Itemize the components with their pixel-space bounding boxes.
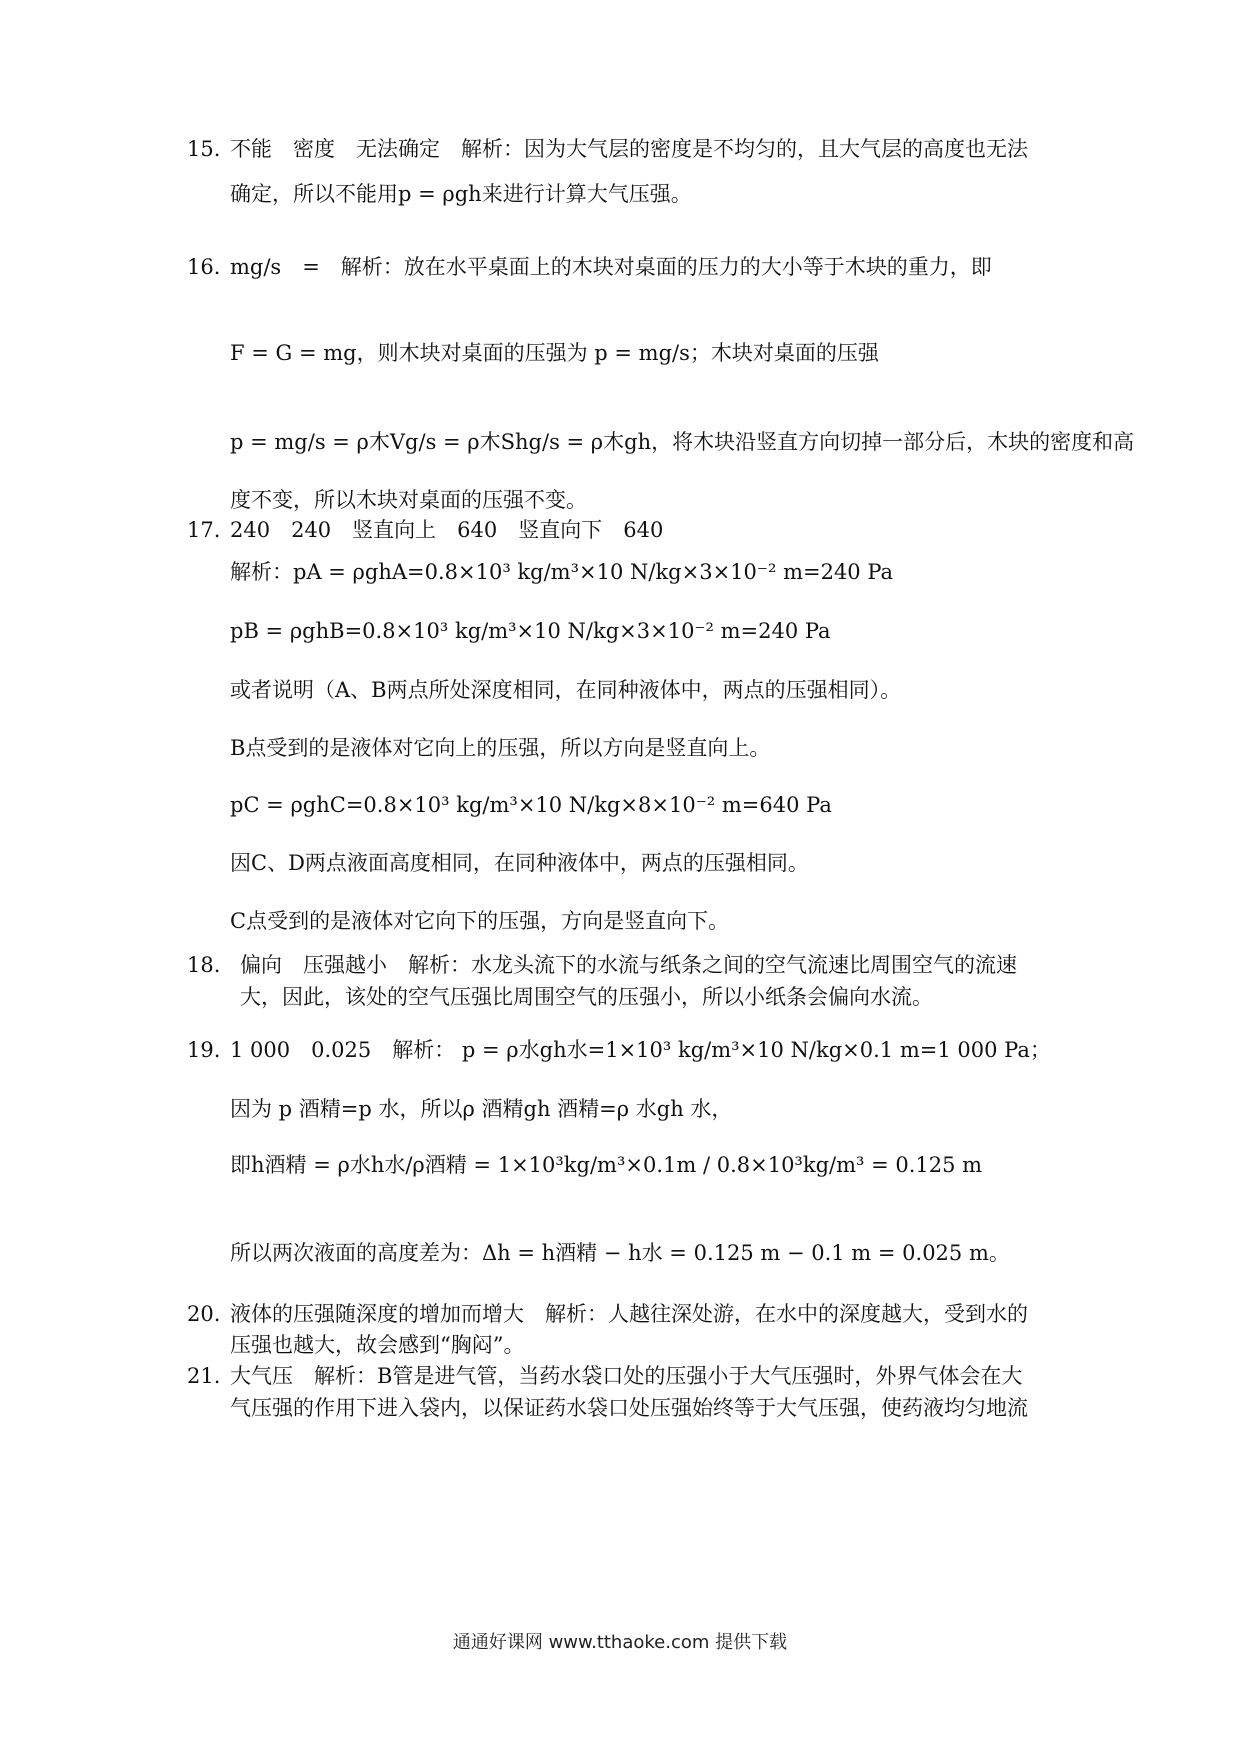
answer-line: 偏向 压强越小 解析：水龙头流下的水流与纸条之间的空气流速比周围空气的流速 — [240, 953, 1017, 977]
item-number: 16. — [187, 255, 221, 279]
answer-line: p = mg/s = ρ木Vg/s = ρ木Shg/s = ρ木gh，将木块沿竖直方向切掉一部分后，木块的密度和高 — [230, 430, 1135, 454]
answer-line: B点受到的是液体对它向上的压强，所以方向是竖直向上。 — [230, 736, 771, 760]
answer-line: 度不变，所以木块对桌面的压强不变。 — [230, 488, 587, 512]
answer-line: 液体的压强随深度的增加而增大 解析：人越往深处游，在水中的深度越大，受到水的 — [230, 1302, 1028, 1326]
item-number: 19. — [187, 1038, 221, 1062]
answer-line: 确定，所以不能用p = ρgh来进行计算大气压强。 — [230, 182, 692, 206]
item-number: 21. — [187, 1364, 221, 1388]
item-number: 17. — [187, 518, 221, 542]
item-number: 15. — [187, 137, 221, 161]
item-number: 18. — [187, 953, 221, 977]
answer-line: 因C、D两点液面高度相同，在同种液体中，两点的压强相同。 — [230, 851, 809, 875]
answer-line: mg/s = 解析：放在水平桌面上的木块对桌面的压力的大小等于木块的重力，即 — [230, 255, 992, 279]
answer-line: 即h酒精 = ρ水h水/ρ酒精 = 1×10³kg/m³×0.1m / 0.8×10³kg/m³ = 0.125 m — [230, 1153, 983, 1177]
answer-line: F = G = mg，则木块对桌面的压强为 p = mg/s；木块对桌面的压强 — [230, 341, 879, 365]
answer-line: pB = ρghB=0.8×10³ kg/m³×10 N/kg×3×10⁻² m=240 Pa — [230, 619, 831, 643]
answer-line: 压强也越大，故会感到“胸闷”。 — [230, 1333, 525, 1357]
answer-line: 大气压 解析：B管是进气管，当药水袋口处的压强小于大气压强时，外界气体会在大 — [230, 1364, 1023, 1388]
answer-line: 大，因此，该处的空气压强比周围空气的压强小，所以小纸条会偏向水流。 — [240, 985, 933, 1009]
answer-line: 解析：pA = ρghA=0.8×10³ kg/m³×10 N/kg×3×10⁻² m=240 Pa — [230, 560, 894, 584]
answer-line: 240 240 竖直向上 640 竖直向下 640 — [230, 518, 664, 542]
answer-line: pC = ρghC=0.8×10³ kg/m³×10 N/kg×8×10⁻² m=640 Pa — [230, 793, 832, 817]
answer-line: 气压强的作用下进入袋内，以保证药水袋口处压强始终等于大气压强，使药液均匀地流 — [230, 1396, 1028, 1420]
answer-line: 因为 p 酒精=p 水，所以ρ 酒精gh 酒精=ρ 水gh 水， — [230, 1097, 733, 1121]
answer-line: 或者说明（A、B两点所处深度相同，在同种液体中，两点的压强相同）。 — [230, 678, 902, 702]
answer-line: 所以两次液面的高度差为：Δh = h酒精 − h水 = 0.125 m − 0.1 m = 0.025 m。 — [230, 1241, 1010, 1265]
answer-line: C点受到的是液体对它向下的压强，方向是竖直向下。 — [230, 909, 730, 933]
answer-line: 1 000 0.025 解析： p = ρ水gh水=1×10³ kg/m³×10 N/kg×0.1 m=1 000 Pa； — [230, 1038, 1051, 1062]
page-footer: 通通好课网 www.tthaoke.com 提供下载 — [452, 1632, 788, 1653]
item-number: 20. — [187, 1302, 221, 1326]
answer-line: 不能 密度 无法确定 解析：因为大气层的密度是不均匀的，且大气层的高度也无法 — [230, 137, 1028, 161]
